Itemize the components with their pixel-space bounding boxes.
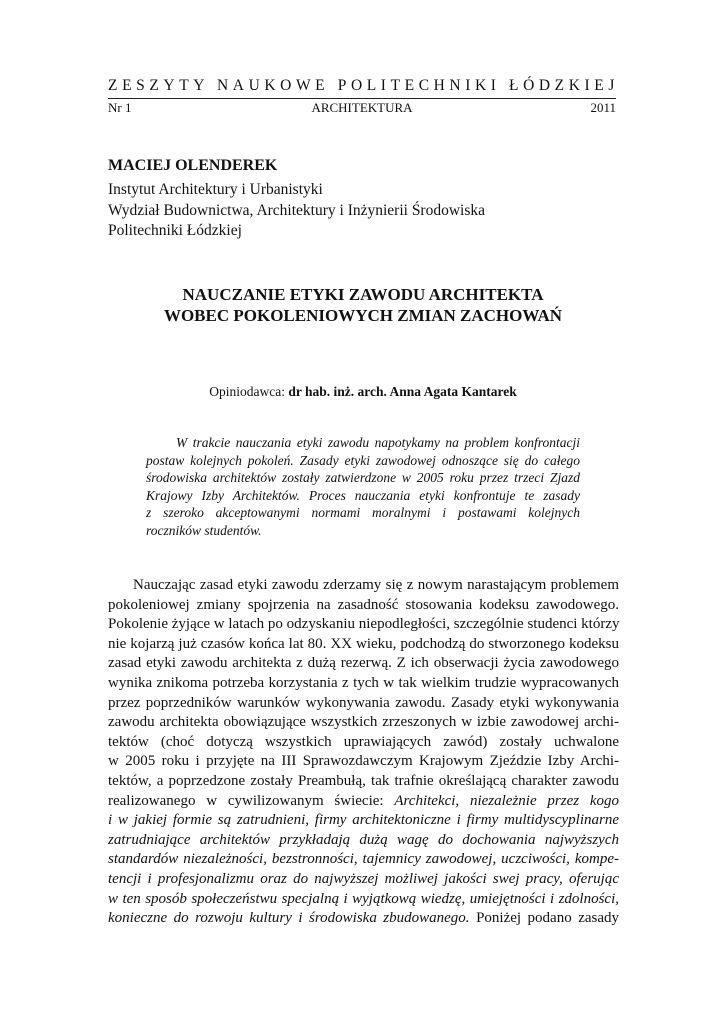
journal-section: ARCHITEKTURA	[311, 100, 413, 115]
body-line: Nauczając zasad etyki zawodu zderzamy się z nowym narastającym problemem	[133, 577, 619, 593]
body-line: przez poprzedników warunków wykonywania zawodu. Zasady etyki wykonywania	[108, 694, 619, 711]
author-affiliation	[108, 180, 485, 242]
author-name: MACIEJ OLENDEREK	[108, 157, 278, 174]
abstract-line: środowiska architektów zostały zatwierdzone w 2005 roku przez trzeci Zjazd	[146, 470, 580, 485]
body-line: pokoleniowej zmiany spojrzenia na zasadność stosowania kodeksu zawodowego.	[108, 596, 619, 613]
abstract-line: W trakcie nauczania etyki zawodu napotykamy na problem konfrontacji	[176, 435, 580, 450]
journal-name: ZESZYTY NAUKOWE POLITECHNIKI ŁÓDZKIEJ	[108, 77, 619, 94]
paper-title	[108, 284, 618, 326]
body-line: zasad etyki zawodu architekta z dużą rezerwą. Z ich obserwacji życia zawodowego	[108, 655, 619, 672]
body-text-segment: realizowanego w cywilizowanym świecie:	[108, 792, 384, 809]
body-line: tektów (choć dotyczą wszystkich uprawiających zawód) zostały uchwalone	[108, 733, 619, 750]
body-text	[108, 576, 619, 929]
body-line: w 2005 roku i przyjęte na III Sprawozdawczym Krajowym Zjeździe Izby Archi-	[108, 753, 619, 770]
body-line: zawodu architekta obowiązujące wszystkich zrzeszonych w izbie zawodowej archi-	[108, 714, 619, 731]
affiliation-line: Politechniki Łódzkiej	[108, 222, 242, 239]
body-line: standardów niezależności, bezstronności, tajemnicy zawodowej, uczciwości, kompe-	[108, 851, 619, 868]
body-line: tektów, a poprzedzone zostały Preambułą, tak trafnie określającą charakter zawodu	[108, 772, 619, 789]
body-line: nie kojarzą już czasów końca lat 80. XX wieku, podchodzą do stworzonego kodeksu	[108, 635, 619, 652]
body-italic-segment: konieczne do rozwoju kultury i środowiska zbudowanego.	[108, 910, 470, 927]
body-line: tencji i profesjonalizmu oraz do najwyższej możliwej jakości swej pracy, oferując	[108, 870, 619, 887]
abstract	[146, 434, 580, 539]
affiliation-line: Wydział Budownictwa, Architektury i Inżynierii Środowiska	[108, 201, 486, 219]
reviewer	[108, 384, 618, 400]
issue-number: Nr 1	[108, 100, 132, 115]
abstract-line: postaw kolejnych pokoleń. Zasady etyki zawodowej odnoszące się do całego	[146, 452, 580, 468]
body-italic-segment: Architekci, niezależnie przez kogo	[394, 792, 619, 809]
affiliation-line: Instytut Architektury i Urbanistyki	[108, 181, 323, 198]
body-line: i w jakiej formie są zatrudnieni, firmy architektoniczne i firmy multidyscyplinarne	[108, 812, 619, 829]
body-line: zatrudniające architektów przykładają dużą wagę do dochowania najwyższych	[108, 831, 619, 848]
abstract-line: z szeroko akceptowanymi normami moralnymi i postawami kolejnych	[146, 505, 580, 520]
issue-info-bar	[108, 98, 616, 115]
body-text-segment: Poniżej podano zasady	[476, 910, 620, 927]
title-line: NAUCZANIE ETYKI ZAWODU ARCHITEKTA	[182, 285, 544, 304]
title-line: WOBEC POKOLENIOWYCH ZMIAN ZACHOWAŃ	[163, 306, 563, 325]
reviewer-name: dr hab. inż. arch. Anna Agata Kantarek	[288, 384, 517, 399]
abstract-line: roczników studentów.	[146, 522, 262, 538]
reviewer-label: Opiniodawca:	[209, 384, 285, 399]
body-line: wynika znikoma potrzeba korzystania z tych w tak wielkim trudzie wypracowanych	[108, 674, 619, 691]
body-line: w ten sposób społeczeństwu specjalną i wyjątkową wiedzę, umiejętności i zdolności,	[108, 890, 619, 907]
issue-year: 2011	[590, 100, 616, 115]
body-line: Pokolenie żyjące w latach po odzyskaniu niepodległości, szczególnie studenci którzy	[108, 616, 620, 633]
abstract-line: Krajowy Izby Architektów. Proces nauczania etyki konfrontuje te zasady	[146, 487, 580, 503]
body-line	[108, 792, 619, 812]
body-line	[108, 909, 619, 929]
